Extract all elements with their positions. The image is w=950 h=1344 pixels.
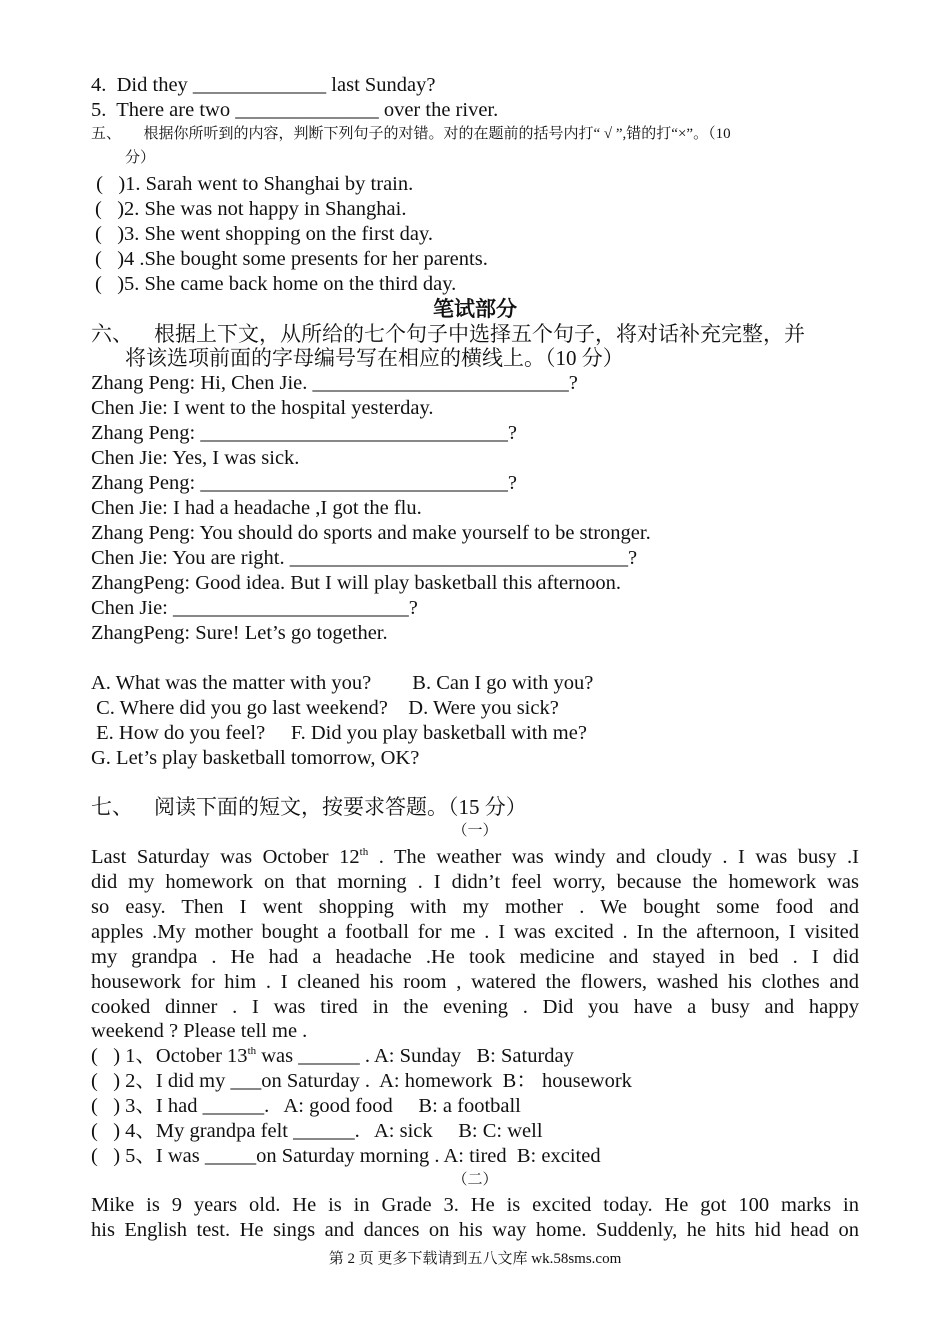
passage1-line: weekend ? Please tell me .	[91, 1020, 308, 1042]
dialogue-line: ZhangPeng: Sure! Let’s go together.	[91, 622, 388, 644]
passage2-line: his English test. He sings and dances on his way home. Suddenly, he hits hid head on	[91, 1219, 859, 1241]
passage1-line: did my homework on that morning . I didn’t feel worry, because the homework was	[91, 871, 859, 893]
judge-item-3: ( )3. She went shopping on the first day.	[95, 223, 434, 245]
passage1-line: so easy. Then I went shopping with my mother . We bought some food and	[91, 896, 859, 918]
question-1	[91, 1044, 859, 1069]
section5-title: 五、 根据你所听到的内容，判断下列句子的对错。对的在题前的括号内打“ √ ”,错的打“×”。（10	[91, 126, 731, 142]
passage1-rest: . The weather was windy and cloudy . I was busy .I	[368, 846, 859, 868]
question-5: ( ) 5、I was _____on Saturday morning . A: tired B: excited	[91, 1145, 601, 1167]
section6-title-cont: 将该选项前面的字母编号写在相应的横线上。（10 分）	[125, 346, 624, 370]
judge-item-2: ( )2. She was not happy in Shanghai.	[95, 198, 407, 220]
option-line: E. How do you feel? F. Did you play basketball with me?	[91, 722, 587, 744]
q1-sup: th	[247, 1045, 257, 1058]
q1-pre: ( ) 1、October 13	[91, 1045, 248, 1067]
question-2: ( ) 2、I did my ___on Saturday . A: homework B： housework	[91, 1070, 632, 1092]
question-4: ( ) 4、My grandpa felt ______. A: sick B: C: well	[91, 1120, 543, 1142]
judge-item-4: ( )4 .She bought some presents for her parents.	[95, 248, 488, 270]
option-line: G. Let’s play basketball tomorrow, OK?	[91, 747, 420, 769]
passage2-line: Mike is 9 years old. He is in Grade 3. He is excited today. He got 100 marks in	[91, 1194, 859, 1216]
judge-item-1: ( )1. Sarah went to Shanghai by train.	[91, 173, 414, 195]
part2-label: （二）	[452, 1172, 498, 1188]
dialogue-line: ZhangPeng: Good idea. But I will play basketball this afternoon.	[91, 572, 622, 594]
dialogue-line: Chen Jie: _______________________?	[91, 597, 418, 619]
dialogue-line: Zhang Peng: ______________________________?	[91, 472, 517, 494]
option-line: A. What was the matter with you? B. Can I go with you?	[91, 672, 594, 694]
section5-title-cont: 分）	[125, 150, 156, 166]
judge-item-5: ( )5. She came back home on the third day.	[95, 273, 457, 295]
section6-title: 六、 根据上下文，从所给的七个句子中选择五个句子，将对话补充完整，并	[91, 322, 805, 346]
dialogue-line: Zhang Peng: ______________________________?	[91, 422, 517, 444]
written-heading: 笔试部分	[433, 297, 517, 321]
passage1-first: Last Saturday was October 12	[91, 846, 360, 868]
question-3: ( ) 3、I had ______. A: good food B: a football	[91, 1095, 521, 1117]
dialogue-line: Chen Jie: Yes, I was sick.	[91, 447, 300, 469]
passage1-line	[91, 845, 859, 870]
passage1-line: cooked dinner . I was tired in the evening . Did you have a busy and happy	[91, 996, 859, 1018]
passage1-sup: th	[359, 846, 369, 859]
dialogue-line: Zhang Peng: You should do sports and make yourself to be stronger.	[91, 522, 651, 544]
part1-label: （一）	[452, 823, 498, 839]
page-footer: 第 2 页 更多下载请到五八文库 wk.58sms.com	[328, 1251, 622, 1267]
fill-item-4: 4. Did they _____________ last Sunday?	[91, 74, 436, 96]
section7-title: 七、 阅读下面的短文，按要求答题。（15 分）	[91, 795, 527, 819]
passage1-line: housework for him . I cleaned his room , watered the flowers, washed his clothes and	[91, 971, 859, 993]
dialogue-line: Chen Jie: I went to the hospital yesterday.	[91, 397, 434, 419]
passage1-line: apples .My mother bought a football for me . I was excited . In the afternoon, I visited	[91, 921, 859, 943]
fill-item-5: 5. There are two ______________ over the river.	[91, 99, 499, 121]
dialogue-line: Zhang Peng: Hi, Chen Jie. _________________________?	[91, 372, 578, 394]
option-line: C. Where did you go last weekend? D. Were you sick?	[91, 697, 559, 719]
passage1-line: my grandpa . He had a headache .He took medicine and stayed in bed . I did	[91, 946, 859, 968]
dialogue-line: Chen Jie: I had a headache ,I got the flu.	[91, 497, 422, 519]
dialogue-line: Chen Jie: You are right. _________________________________?	[91, 547, 638, 569]
q1-post: was ______ . A: Sunday B: Saturday	[256, 1045, 574, 1067]
